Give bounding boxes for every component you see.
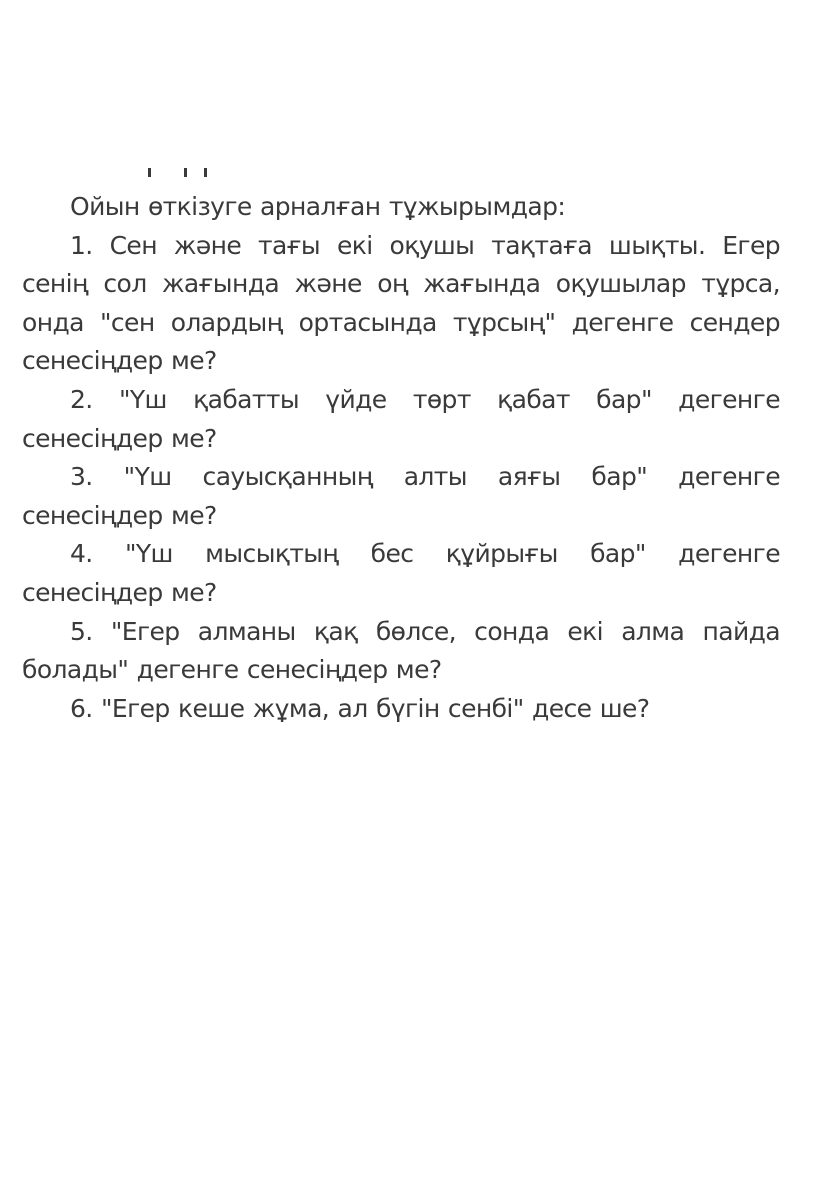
text-fragment-mark [148, 168, 151, 177]
statement-item: 2. "Үш қабатты үйде төрт қабат бар" дегенге сенесіңдер ме? [22, 384, 780, 453]
statement-item: 6. "Егер кеше жұма, ал бүгін сенбі" десе ше? [70, 693, 650, 723]
text-fragment-mark [184, 168, 187, 177]
statement-item: 5. "Егер алманы қақ бөлсе, сонда екі алма пайда болады" дегенге сенесіңдер ме? [22, 616, 780, 685]
heading-paragraph: Ойын өткізуге арналған тұжырымдар: [70, 192, 566, 221]
text-block [22, 188, 780, 728]
statement-item: 3. "Үш сауысқанның алты аяғы бар" дегенге сенесіңдер ме? [22, 462, 780, 530]
clipped-text-fragment [148, 168, 218, 180]
statement-item: 1. Сен және тағы екі оқушы тақтаға шықты. Егер сенің сол жағында және оң жағында оқушылар тұрса, онда "сен олардың ортасында тұрсың" дегенге сендер сенесіңдер ме? [22, 230, 780, 376]
text-fragment-mark [204, 168, 207, 177]
statement-item: 4. "Үш мысықтың бес құйрығы бар" дегенге сенесіңдер ме? [22, 539, 780, 607]
